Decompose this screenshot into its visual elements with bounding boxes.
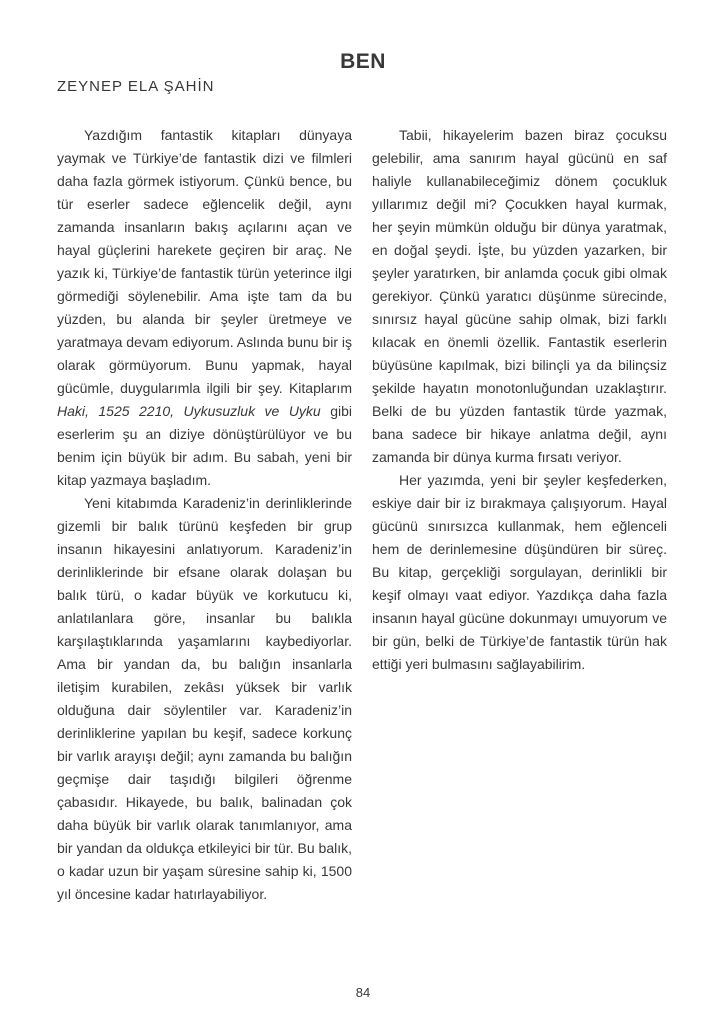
- page-title: BEN: [340, 50, 386, 73]
- paragraph-text: gibi eserlerim şu an diziye dönüştürülüyor ve bu benim için büyük bir adım. Bu sabah, yeni bir kitap yazmaya başladım.: [57, 403, 352, 488]
- paragraph-text: Her yazımda, yeni bir şeyler keşfederken, eskiye dair bir iz bırakmaya çalışıyorum. Hayal gücünü sınırsızca kullanmak, hem eğlenceli hem de derinlemesine düşündüren bir süreç. Bu kitap, gerçekliği sorgulayan, derinlikli bir keşif olmayı vaat ediyor. Yazdıkça daha fazla insanın hayal gücüne dokunmayı umuyorum ve bir gün, belki de Türkiye’de fantastik türün hak ettiği yeri bulmasını sağlayabilirim.: [372, 472, 667, 672]
- paragraph-text: Tabii, hikayelerim bazen biraz çocuksu gelebilir, ama sanırım hayal gücünü en saf haliyle kullanabileceğimiz dönem çocukluk yıllarımız değil mi? Çocukken hayal kurmak, her şeyin mümkün olduğu bir dünya yaratmak, en doğal şeydi. İşte, bu yüzden yazarken, bir şeyler yaratırken, bir anlamda çocuk gibi olmak gerekiyor. Çünkü yaratıcı düşünme sürecinde, sınırsız hayal gücüne sahip olmak, bizi farklı kılacak en önemli özellik. Fantastik eserlerin büyüsüne kapılmak, bizi bilinçli ya da bilinçsiz şekilde hayatın monotonluğundan uzaklaştırır. Belki de bu yüzden fantastik türde yazmak, bana sadece bir hikaye anlatma değil, aynı zamanda bir dünya kurma fırsatı veriyor.: [372, 127, 667, 465]
- paragraph-text: Yeni kitabımda Karadeniz’in derinliklerinde gizemli bir balık türünü keşfeden bir grup insanın hikayesini anlatıyorum. Karadeniz’in derinliklerinde bir efsane olarak dolaşan bu balık türü, o kadar büyük ve korkutucu ki, anlatılanlara göre, insanlar bu balıkla karşılaştıklarında yaşamlarını kaybediyorlar. Ama bir yandan da, bu balığın insanlarla iletişim kurabilen, zekâsı yüksek bir varlık olduğuna dair söylentiler var. Karadeniz’in derinliklerine yapılan bu keşif, sadece korkunç bir varlık arayışı değil; aynı zamanda bu balığın geçmişe dair taşıdığı bilgileri öğrenme çabasıdır. Hikayede, bu balık, balinadan çok daha büyük bir varlık olarak tanımlanıyor, ama bir yandan da oldukça etkileyici bir tür. Bu balık, o kadar uzun bir yaşam süresine sahip ki, 1500 yıl öncesine kadar hatırlayabiliyor.: [57, 495, 352, 902]
- author-name: ZEYNEP ELA ŞAHİN: [57, 78, 215, 95]
- paragraph-text: Yazdığım fantastik kitapları dünyaya yaymak ve Türkiye’de fantastik dizi ve filmleri daha fazla görmek istiyorum. Çünkü bence, bu tür eserler sadece eğlencelik değil, aynı zamanda insanların bakış açılarını açan ve hayal güçlerini harekete geçiren bir araç. Ne yazık ki, Türkiye’de fantastik türün yeterince ilgi görmediği söylenebilir. Ama işte tam da bu yüzden, bu alanda bir şeyler üretmeye ve yaratmaya devam ediyorum. Aslında bunu bir iş olarak görmüyorum. Bunu yapmak, hayal gücümle, duygularımla ilgili bir şey. Kitaplarım: [57, 127, 352, 396]
- body-paragraph: [372, 124, 667, 469]
- left-text-column: [57, 124, 352, 906]
- right-text-column: [372, 124, 667, 906]
- body-paragraph: [57, 124, 352, 492]
- body-paragraph: [372, 469, 667, 676]
- text-columns: [57, 124, 668, 906]
- page-number: 84: [355, 985, 371, 1000]
- body-paragraph: [57, 492, 352, 906]
- book-titles-italic: Haki, 1525 2210, Uykusuzluk ve Uyku: [57, 403, 321, 419]
